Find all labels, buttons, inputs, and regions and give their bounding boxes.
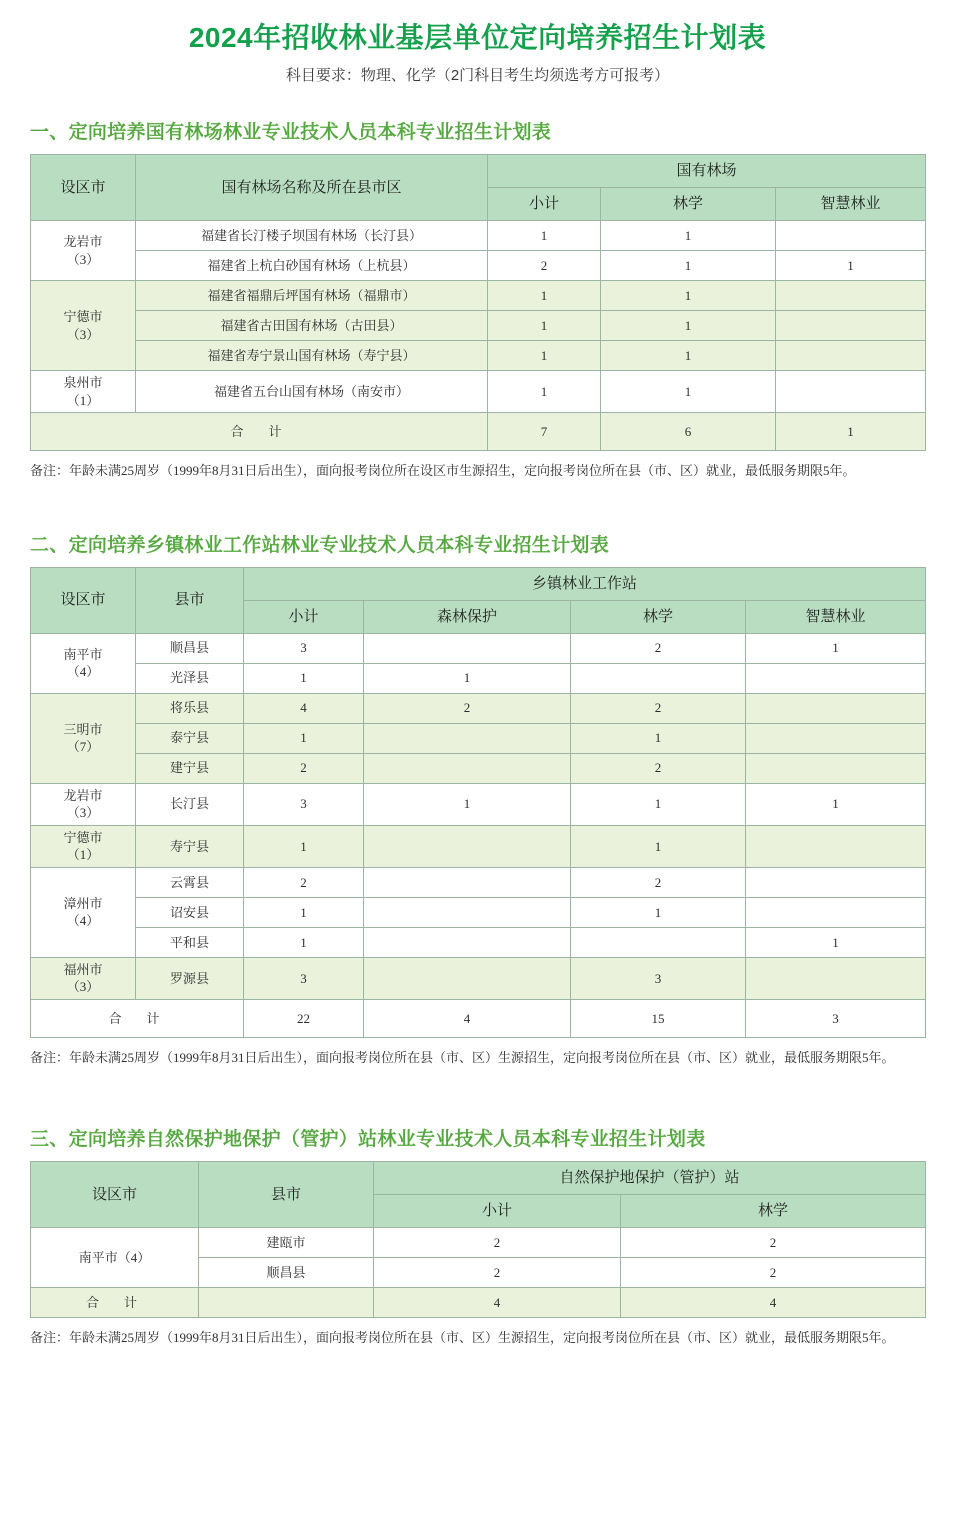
cell-value [776, 311, 926, 341]
cell-value: 2 [571, 693, 746, 723]
table-total-row [31, 1000, 926, 1038]
table-note-2: 备注：年龄未满25周岁（1999年8月31日后出生），面向报考岗位所在县（市、区）生源招生，定向报考岗位所在县（市、区）就业，最低服务期限5年。 [30, 1050, 895, 1065]
cell-name: 顺昌县 [199, 1258, 374, 1288]
table-row [31, 927, 926, 957]
table-row [31, 341, 926, 371]
table-row [31, 897, 926, 927]
cell-city: 泉州市 （1） [31, 371, 136, 413]
cell-value: 2 [374, 1258, 621, 1288]
cell-value [364, 633, 571, 663]
table-row [31, 221, 926, 251]
header-group: 自然保护地保护（管护）站 [374, 1162, 926, 1195]
table-total-row [31, 413, 926, 451]
table-row [31, 723, 926, 753]
header-forestry: 林学 [601, 188, 776, 221]
table-row [31, 1228, 926, 1258]
cell-value: 1 [571, 825, 746, 867]
cell-value: 1 [488, 371, 601, 413]
cell-value: 1 [746, 927, 926, 957]
cell-value: 1 [364, 663, 571, 693]
cell-name: 福建省五台山国有林场（南安市） [136, 371, 488, 413]
header-smart-forestry: 智慧林业 [746, 600, 926, 633]
cell-total-value: 1 [776, 413, 926, 451]
table-row [31, 633, 926, 663]
cell-name: 建宁县 [136, 753, 244, 783]
table-header-row-top [31, 567, 926, 600]
cell-city: 宁德市 （3） [31, 281, 136, 371]
cell-value: 1 [601, 341, 776, 371]
cell-name: 福建省福鼎后坪国有林场（福鼎市） [136, 281, 488, 311]
section-heading-1: 一、定向培养国有林场林业专业技术人员本科专业招生计划表 [30, 122, 552, 144]
table-row [31, 867, 926, 897]
cell-total-label: 合 计 [31, 413, 488, 451]
cell-value: 2 [571, 867, 746, 897]
header-county: 县市 [136, 567, 244, 633]
cell-value [776, 371, 926, 413]
cell-value: 2 [244, 867, 364, 897]
cell-value: 1 [746, 783, 926, 825]
cell-value: 1 [244, 897, 364, 927]
header-city: 设区市 [31, 155, 136, 221]
cell-total-value: 4 [364, 1000, 571, 1038]
cell-name: 光泽县 [136, 663, 244, 693]
table-row [31, 663, 926, 693]
table-header-row-top [31, 1162, 926, 1195]
cell-value: 1 [488, 311, 601, 341]
cell-value: 1 [488, 341, 601, 371]
cell-value [364, 867, 571, 897]
cell-value: 1 [571, 897, 746, 927]
cell-value: 1 [571, 783, 746, 825]
table-row [31, 371, 926, 413]
cell-name: 福建省上杭白砂国有林场（上杭县） [136, 251, 488, 281]
cell-value: 1 [244, 663, 364, 693]
header-smart-forestry: 智慧林业 [776, 188, 926, 221]
cell-value: 2 [621, 1258, 926, 1288]
table-body-1 [31, 221, 926, 451]
cell-value [364, 753, 571, 783]
header-city: 设区市 [31, 567, 136, 633]
cell-value: 3 [571, 957, 746, 999]
header-forest-protection: 森林保护 [364, 600, 571, 633]
cell-value: 2 [364, 693, 571, 723]
document-page [0, 22, 955, 1349]
cell-value [776, 281, 926, 311]
cell-value: 2 [571, 753, 746, 783]
table-row [31, 251, 926, 281]
cell-value [746, 723, 926, 753]
cell-value [571, 663, 746, 693]
cell-value: 1 [488, 221, 601, 251]
cell-name: 泰宁县 [136, 723, 244, 753]
cell-total-value: 22 [244, 1000, 364, 1038]
header-city: 设区市 [31, 1162, 199, 1228]
table-state-forest-farm [30, 154, 926, 451]
cell-value [364, 957, 571, 999]
cell-value: 1 [244, 825, 364, 867]
cell-name: 福建省寿宁景山国有林场（寿宁县） [136, 341, 488, 371]
cell-value: 1 [364, 783, 571, 825]
cell-value: 3 [244, 957, 364, 999]
cell-value [746, 663, 926, 693]
cell-value [746, 753, 926, 783]
header-group: 乡镇林业工作站 [244, 567, 926, 600]
cell-total-value: 3 [746, 1000, 926, 1038]
cell-total-value: 4 [621, 1288, 926, 1318]
table-row [31, 311, 926, 341]
table-note-1: 备注：年龄未满25周岁（1999年8月31日后出生），面向报考岗位所在设区市生源招生，定向报考岗位所在县（市、区）就业，最低服务期限5年。 [30, 463, 856, 479]
cell-value: 1 [601, 371, 776, 413]
cell-total-value: 7 [488, 413, 601, 451]
cell-city: 龙岩市 （3） [31, 221, 136, 281]
header-forestry: 林学 [571, 600, 746, 633]
page-title: 2024年招收林业基层单位定向培养招生计划表 [188, 22, 767, 53]
cell-name: 罗源县 [136, 957, 244, 999]
cell-value: 1 [571, 723, 746, 753]
cell-value: 4 [244, 693, 364, 723]
cell-total-blank [199, 1288, 374, 1318]
cell-value: 1 [244, 723, 364, 753]
cell-name: 平和县 [136, 927, 244, 957]
cell-value: 3 [244, 783, 364, 825]
table-note-3: 备注：年龄未满25周岁（1999年8月31日后出生），面向报考岗位所在县（市、区）生源招生，定向报考岗位所在县（市、区）就业，最低服务期限5年。 [30, 1330, 895, 1346]
cell-value [364, 825, 571, 867]
cell-total-value: 15 [571, 1000, 746, 1038]
cell-value: 2 [244, 753, 364, 783]
header-farm-name: 国有林场名称及所在县市区 [136, 155, 488, 221]
cell-name: 诏安县 [136, 897, 244, 927]
cell-value: 1 [601, 221, 776, 251]
cell-value: 1 [601, 251, 776, 281]
cell-city: 宁德市 （1） [31, 825, 136, 867]
page-subtitle: 科目要求：物理、化学（2门科目考生均须选考方可报考） [285, 67, 670, 85]
cell-city: 龙岩市 （3） [31, 783, 136, 825]
cell-value: 2 [488, 251, 601, 281]
table-row [31, 693, 926, 723]
cell-value: 2 [374, 1228, 621, 1258]
header-subtotal: 小计 [488, 188, 601, 221]
cell-value [746, 897, 926, 927]
cell-name: 将乐县 [136, 693, 244, 723]
table-nature-reserve-station [30, 1161, 926, 1318]
cell-name: 建瓯市 [199, 1228, 374, 1258]
cell-value [364, 927, 571, 957]
table-row [31, 753, 926, 783]
header-forestry: 林学 [621, 1195, 926, 1228]
table-total-row [31, 1288, 926, 1318]
table-row [31, 957, 926, 999]
cell-city: 漳州市 （4） [31, 867, 136, 957]
section-heading-3: 三、定向培养自然保护地保护（管护）站林业专业技术人员本科专业招生计划表 [30, 1129, 706, 1151]
header-group: 国有林场 [488, 155, 926, 188]
cell-value [746, 693, 926, 723]
cell-value: 2 [621, 1228, 926, 1258]
cell-value: 1 [601, 311, 776, 341]
cell-city: 三明市 （7） [31, 693, 136, 783]
cell-name: 福建省古田国有林场（古田县） [136, 311, 488, 341]
table-body-3 [31, 1228, 926, 1318]
cell-value [746, 867, 926, 897]
header-county: 县市 [199, 1162, 374, 1228]
table-row [31, 783, 926, 825]
cell-value: 2 [571, 633, 746, 663]
cell-total-value: 4 [374, 1288, 621, 1318]
cell-value [776, 221, 926, 251]
cell-city: 南平市（4） [31, 1228, 199, 1288]
cell-value: 1 [601, 281, 776, 311]
cell-city: 南平市 （4） [31, 633, 136, 693]
cell-name: 顺昌县 [136, 633, 244, 663]
cell-value: 1 [488, 281, 601, 311]
table-row [31, 825, 926, 867]
cell-value [364, 897, 571, 927]
cell-value: 1 [244, 927, 364, 957]
cell-city: 福州市 （3） [31, 957, 136, 999]
cell-value: 1 [746, 633, 926, 663]
cell-value: 1 [776, 251, 926, 281]
header-subtotal: 小计 [374, 1195, 621, 1228]
cell-name: 云霄县 [136, 867, 244, 897]
cell-value [364, 723, 571, 753]
header-subtotal: 小计 [244, 600, 364, 633]
table-header-row-top [31, 155, 926, 188]
cell-total-value: 6 [601, 413, 776, 451]
cell-value [746, 825, 926, 867]
table-row [31, 281, 926, 311]
section-heading-2: 二、定向培养乡镇林业工作站林业专业技术人员本科专业招生计划表 [30, 534, 610, 556]
cell-value: 3 [244, 633, 364, 663]
cell-name: 福建省长汀楼子坝国有林场（长汀县） [136, 221, 488, 251]
table-body-2 [31, 633, 926, 1037]
cell-value [776, 341, 926, 371]
cell-name: 长汀县 [136, 783, 244, 825]
cell-name: 寿宁县 [136, 825, 244, 867]
cell-value [746, 957, 926, 999]
cell-value [571, 927, 746, 957]
cell-total-label: 合 计 [31, 1000, 244, 1038]
cell-total-label: 合 计 [31, 1288, 199, 1318]
table-township-forestry-station [30, 567, 926, 1038]
